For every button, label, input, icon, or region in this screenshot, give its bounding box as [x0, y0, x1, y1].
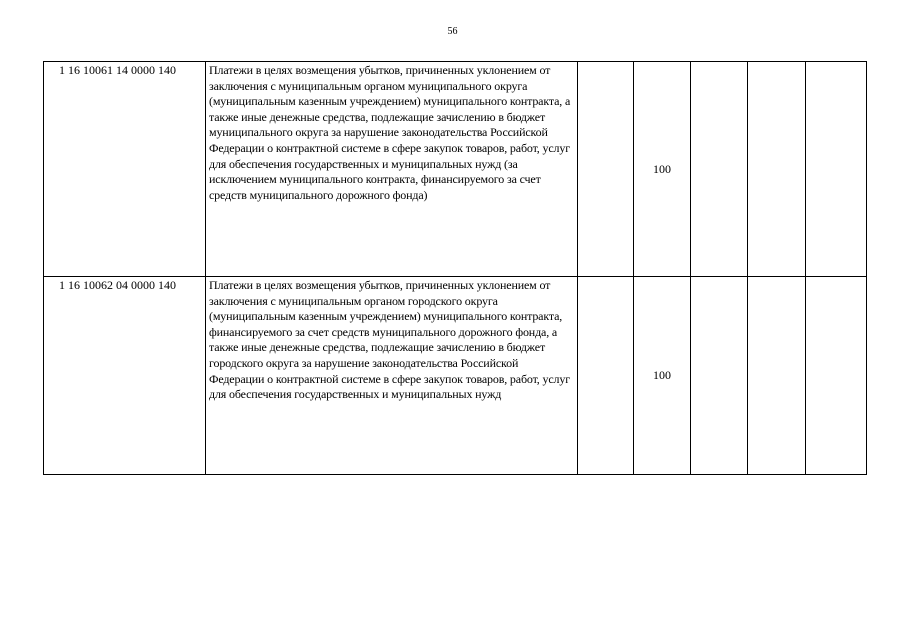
norm-cell-b: 100 [634, 277, 691, 475]
norm-cell-a [578, 277, 634, 475]
norm-cell-b: 100 [634, 62, 691, 277]
table-row [44, 277, 867, 475]
norm-cell-e [806, 62, 867, 277]
norm-cell-c [691, 62, 748, 277]
page-number: 56 [447, 26, 458, 37]
revenue-description-cell: Платежи в целях возмещения убытков, причиненных уклонением от заключения с муниципальным органом городского округа (муниципальным казенным учреждением) муниципального контракта, финансируемого за счет средств муниципального дорожного фонда, а также иные денежные средства, подлежащие зачислению в бюджет городского округа за нарушение законодательства Российской Федерации о контрактной системе в сфере закупок товаров, работ, услуг для обеспечения государственных и муниципальных нужд [206, 277, 578, 475]
norm-cell-a [578, 62, 634, 277]
norm-cell-d [748, 62, 806, 277]
revenue-code-cell: 1 16 10061 14 0000 140 [44, 62, 206, 277]
norm-cell-c [691, 277, 748, 475]
norm-cell-e [806, 277, 867, 475]
table-row [44, 62, 867, 277]
revenue-code-cell: 1 16 10062 04 0000 140 [44, 277, 206, 475]
budget-revenue-table [43, 61, 867, 475]
norm-cell-d [748, 277, 806, 475]
revenue-description-cell: Платежи в целях возмещения убытков, причиненных уклонением от заключения с муниципальным органом муниципального округа (муниципальным казенным учреждением) муниципального контракта, а также иные денежные средства, подлежащие зачислению в бюджет муниципального округа за нарушение законодательства Российской Федерации о контрактной системе в сфере закупок товаров, работ, услуг для обеспечения государственных и муниципальных нужд (за исключением муниципального контракта, финансируемого за счет средств муниципального дорожного фонда) [206, 62, 578, 277]
